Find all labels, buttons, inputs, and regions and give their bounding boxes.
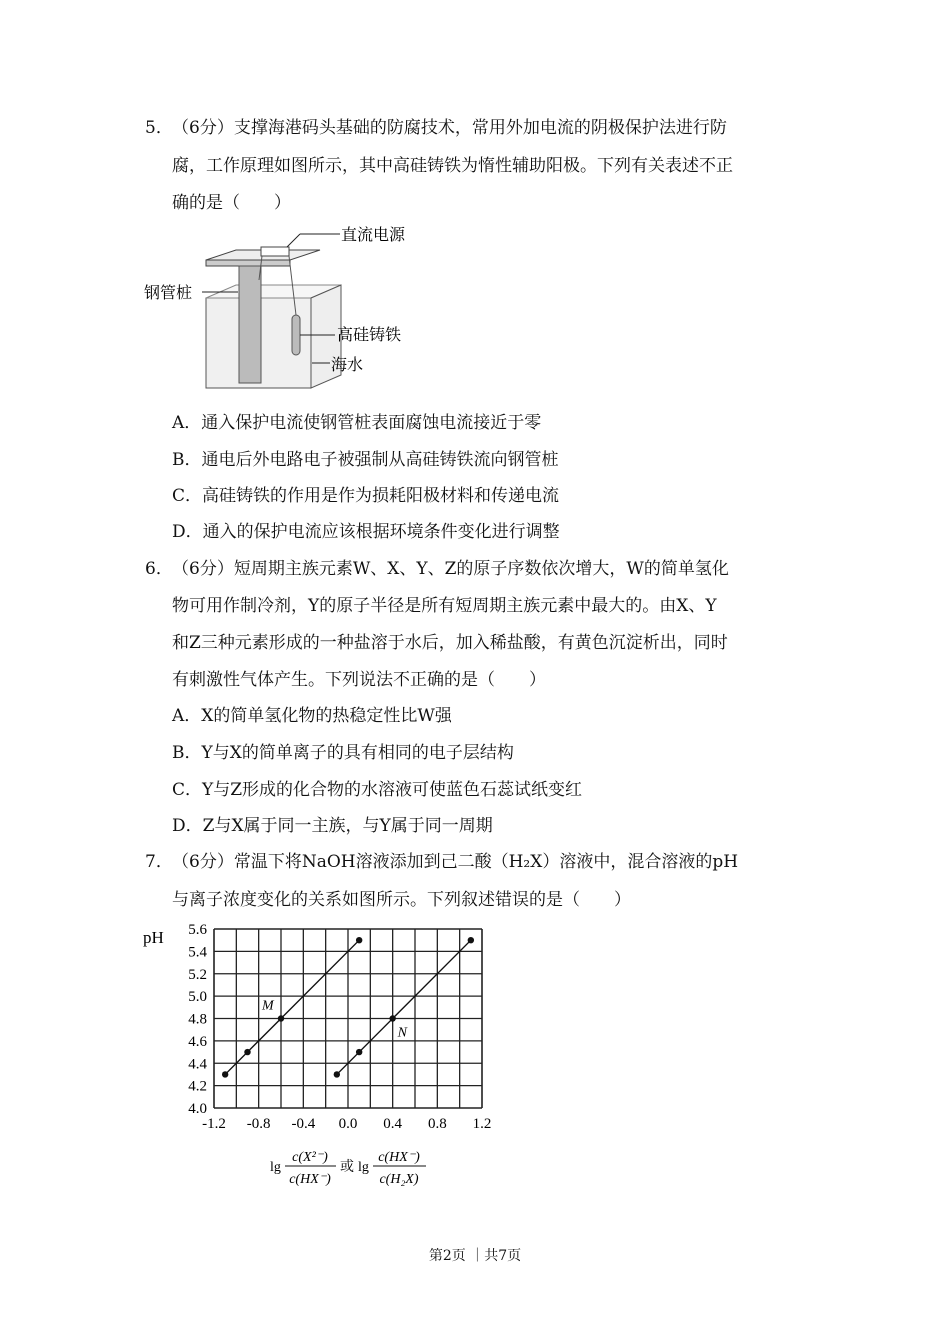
data-point-M bbox=[222, 1071, 228, 1077]
q6-stem-line: （6分）短周期主族元素W、X、Y、Z的原子序数依次增大，W的简单氢化 bbox=[172, 559, 729, 579]
cathodic-protection-diagram bbox=[140, 220, 420, 400]
xlabel-denominator: c(HX⁻) bbox=[289, 1172, 331, 1187]
xlabel-or: 或 bbox=[340, 1160, 354, 1175]
y-tick-label: 4.6 bbox=[188, 1033, 207, 1050]
q7-stem-line: （6分）常温下将NaOH溶液添加到己二酸（H₂X）溶液中，混合溶液的pH bbox=[172, 852, 739, 872]
q6-stem-line: 和Z三种元素形成的一种盐溶于水后，加入稀盐酸，有黄色沉淀析出，同时 bbox=[172, 633, 728, 653]
y-tick-label: 5.6 bbox=[188, 922, 207, 938]
q6-option-b: B．Y与X的简单离子的具有相同的电子层结构 bbox=[172, 743, 514, 763]
y-axis-label: pH bbox=[143, 928, 164, 947]
y-tick-label: 4.4 bbox=[188, 1056, 207, 1073]
dc-source bbox=[261, 247, 289, 256]
q6-option-a: A．X的简单氢化物的热稳定性比W强 bbox=[172, 706, 452, 726]
q6-stem-line: 物可用作制冷剂，Y的原子半径是所有短周期主族元素中最大的。由X、Y bbox=[172, 596, 717, 616]
label-dc-power: 直流电源 bbox=[341, 225, 406, 244]
q6-stem-line: 有刺激性气体产生。下列说法不正确的是（ ） bbox=[172, 670, 546, 690]
data-point-N bbox=[389, 1015, 395, 1021]
q5-number: 5． bbox=[145, 118, 173, 138]
xlabel-numerator: c(HX⁻) bbox=[378, 1150, 420, 1165]
x-tick-label: 1.2 bbox=[472, 1116, 492, 1132]
y-tick-label: 5.0 bbox=[188, 989, 207, 1006]
x-tick-label: -1.2 bbox=[202, 1116, 226, 1132]
q5-stem-line: 确的是（ ） bbox=[172, 193, 291, 213]
q5-option-d: D．通入的保护电流应该根据环境条件变化进行调整 bbox=[172, 522, 560, 542]
point-label-M: M bbox=[262, 998, 274, 1014]
x-tick-label: 0.0 bbox=[338, 1116, 358, 1132]
x-tick-label: 0.4 bbox=[383, 1116, 403, 1132]
q6-option-d: D．Z与X属于同一主族，与Y属于同一周期 bbox=[172, 816, 493, 836]
x-tick-label: -0.4 bbox=[291, 1116, 316, 1132]
y-tick-label: 5.2 bbox=[188, 966, 207, 983]
xlabel-numerator: c(X²⁻) bbox=[292, 1150, 328, 1165]
q7-stem-line: 与离子浓度变化的关系如图所示。下列叙述错误的是（ ） bbox=[172, 890, 631, 910]
data-point-M bbox=[278, 1015, 284, 1021]
x-tick-label: -0.8 bbox=[246, 1116, 271, 1132]
x-axis-label bbox=[270, 1150, 426, 1187]
steel-pile bbox=[239, 266, 261, 383]
data-point-N bbox=[356, 1049, 362, 1055]
y-tick-label: 4.2 bbox=[188, 1078, 207, 1095]
q5-stem-line: （6分）支撑海港码头基础的防腐技术，常用外加电流的阴极保护法进行防 bbox=[172, 118, 727, 138]
q5-option-a: A．通入保护电流使钢管桩表面腐蚀电流接近于零 bbox=[172, 413, 542, 433]
page-footer: 第2页 ｜共7页 bbox=[428, 1248, 522, 1264]
y-tick-label: 4.8 bbox=[188, 1011, 207, 1028]
data-point-N bbox=[334, 1071, 340, 1077]
label-silicon-iron: 高硅铸铁 bbox=[337, 325, 402, 344]
y-tick-label: 4.0 bbox=[188, 1101, 207, 1117]
q6-option-c: C．Y与Z形成的化合物的水溶液可使蓝色石蕊试纸变红 bbox=[172, 780, 583, 800]
label-steel-pile: 钢管桩 bbox=[144, 283, 193, 302]
silicon-iron-anode bbox=[292, 315, 300, 355]
q5-option-b: B．通电后外电路电子被强制从高硅铸铁流向钢管桩 bbox=[172, 450, 559, 470]
ph-chart bbox=[140, 915, 500, 1195]
point-label-N: N bbox=[397, 1025, 408, 1041]
q5-stem-line: 腐，工作原理如图所示，其中高硅铸铁为惰性辅助阳极。下列有关表述不正 bbox=[172, 156, 733, 176]
xlabel-lg: lg bbox=[270, 1160, 281, 1175]
x-tick-label: 0.8 bbox=[427, 1116, 447, 1132]
data-point-M bbox=[244, 1049, 250, 1055]
q6-number: 6． bbox=[145, 559, 173, 579]
q5-option-c: C．高硅铸铁的作用是作为损耗阳极材料和传递电流 bbox=[172, 486, 560, 506]
data-point-M bbox=[356, 937, 362, 943]
y-tick-label: 5.4 bbox=[188, 944, 207, 961]
xlabel-denominator: c(H₂X) bbox=[379, 1172, 419, 1187]
xlabel-lg: lg bbox=[358, 1160, 369, 1175]
q7-number: 7． bbox=[145, 852, 173, 872]
label-seawater: 海水 bbox=[331, 355, 364, 374]
data-point-N bbox=[468, 937, 474, 943]
